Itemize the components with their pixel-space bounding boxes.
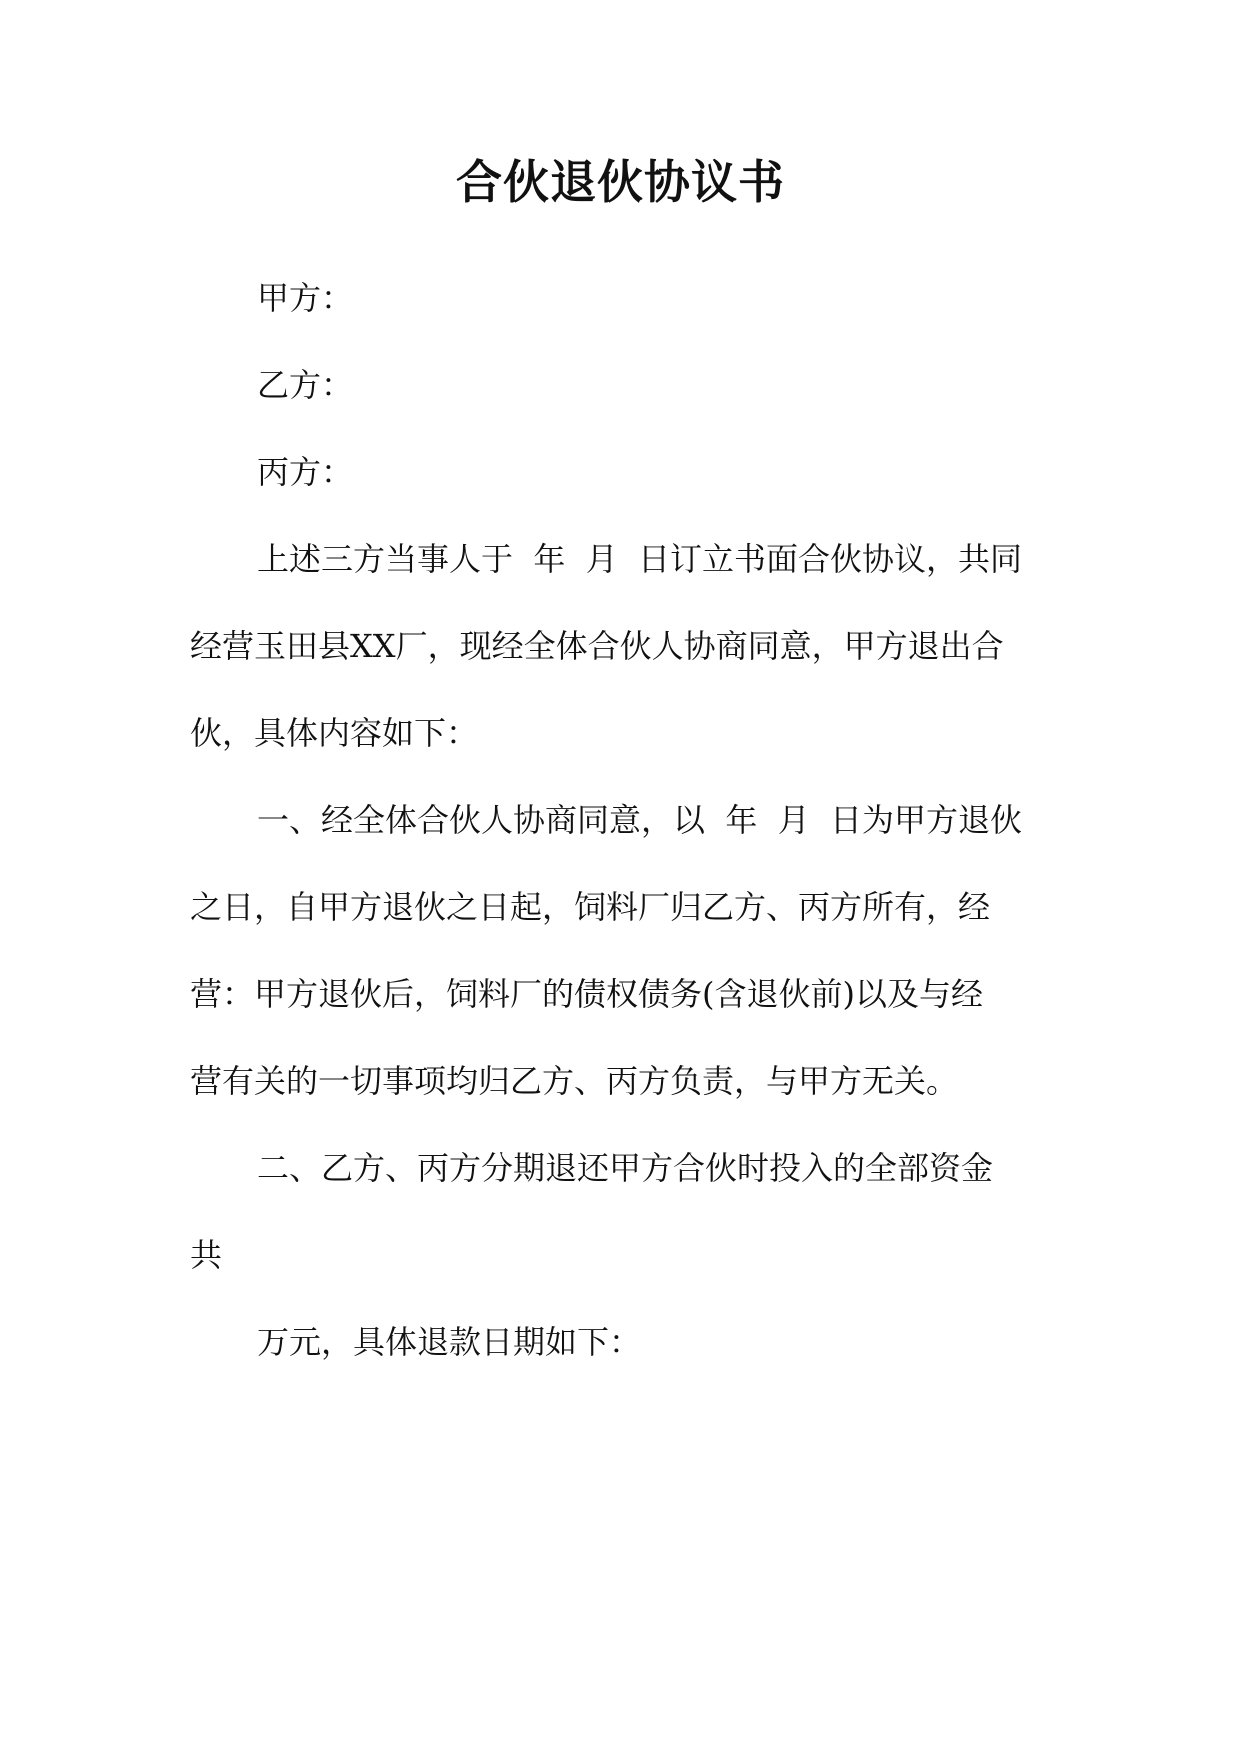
intro-line-2: 经营玉田县XX厂，现经全体合伙人协商同意，甲方退出合 <box>190 627 1004 665</box>
clause-1-line-3: 营：甲方退伙后，饲料厂的债权债务(含退伙前)以及与经 <box>190 975 983 1013</box>
clause-1-line-4: 营有关的一切事项均归乙方、丙方负责，与甲方无关。 <box>190 1062 959 1100</box>
party-b-line: 乙方： <box>257 366 354 404</box>
intro-line-3: 伙，具体内容如下： <box>190 714 479 752</box>
clause-1-line-2: 之日，自甲方退伙之日起，饲料厂归乙方、丙方所有，经 <box>190 888 991 926</box>
refund-dates-line: 万元，具体退款日期如下： <box>257 1323 642 1361</box>
clause-2-line-2: 共 <box>190 1236 223 1274</box>
party-c-line: 丙方： <box>257 453 354 491</box>
intro-line-1: 上述三方当事人于 年 月 日订立书面合伙协议，共同 <box>257 540 1023 578</box>
document-title: 合伙退伙协议书 <box>456 155 785 209</box>
clause-1-line-1: 一、经全体合伙人协商同意，以 年 月 日为甲方退伙 <box>257 801 1023 839</box>
party-a-line: 甲方： <box>257 279 354 317</box>
clause-2-line-1: 二、乙方、丙方分期退还甲方合伙时投入的全部资金 <box>257 1149 994 1187</box>
